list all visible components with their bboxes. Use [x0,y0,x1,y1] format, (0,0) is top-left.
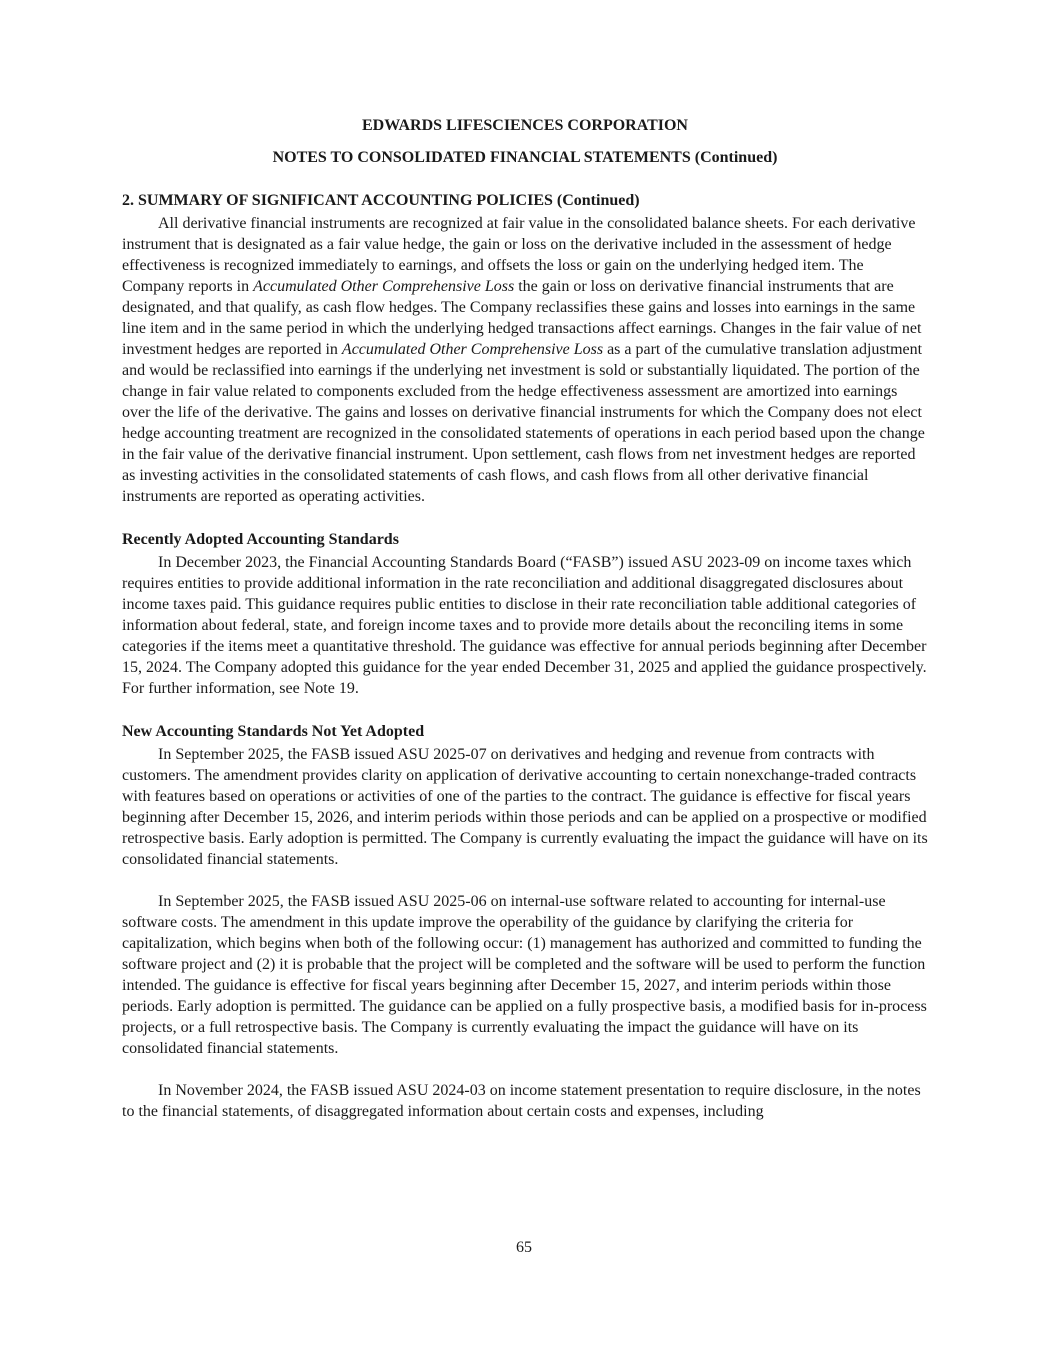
not-yet-adopted-heading: New Accounting Standards Not Yet Adopted [122,723,425,740]
derivatives-italic-aocl-2: Accumulated Other Comprehensive Loss [341,341,604,358]
notes-title: NOTES TO CONSOLIDATED FINANCIAL STATEMENTS (Continued) [272,149,778,166]
derivatives-paragraph [122,213,928,507]
company-name: EDWARDS LIFESCIENCES CORPORATION [362,117,688,134]
recently-adopted-heading: Recently Adopted Accounting Standards [122,531,399,548]
derivatives-text-part1: All derivative financial instruments are recognized at fair value in the consolidated balance sheets. For each derivative instrument that is designated as a fair value hedge, the gain or loss on the derivative included in the assessment of hedge effectiveness is recognized immediately to earnings, and offsets the loss or gain on the underlying hedged item. The Company reports in [122,215,916,295]
derivatives-text-part2: the gain or loss on derivative financial instruments that are designated, and that qualify, as cash flow hedges. The Company reclassifies these gains and losses into earnings in the same line item and in the same period in which the underlying hedged transactions affect earnings. Changes in the fair value of net investment hedges are reported in [122,278,922,358]
asu-2024-03-paragraph: In November 2024, the FASB issued ASU 2024-03 on income statement presentation to require disclosure, in the notes to the financial statements, of disaggregated information about certain costs and expenses, including [122,1082,921,1120]
document-page [122,116,928,1122]
asu-2025-07-paragraph: In September 2025, the FASB issued ASU 2025-07 on derivatives and hedging and revenue from contracts with customers. The amendment provides clarity on application of derivative accounting to certain nonexchange-traded contracts with features based on operations or activities of one of the parties to the contract. The guidance is effective for fiscal years beginning after December 15, 2026, and interim periods within those periods and can be applied on a prospective or modified retrospective basis. Early adoption is permitted. The Company is currently evaluating the impact the guidance will have on its consolidated financial statements. [122,746,928,868]
derivatives-text-part3: as a part of the cumulative translation adjustment and would be reclassified into earnings if the underlying net investment is sold or substantially liquidated. The portion of the change in fair value related to components excluded from the hedge effectiveness assessment are amortized into earnings over the life of the derivative. The gains and losses on derivative financial instruments for which the Company does not elect hedge accounting treatment are recognized in the consolidated statements of operations in each period based upon the change in the fair value of the derivative financial instrument. Upon settlement, cash flows from net investment hedges are reported as investing activities in the consolidated statements of cash flows, and cash flows from all other derivative financial instruments are reported as operating activities. [122,341,925,505]
recently-adopted-paragraph: In December 2023, the Financial Accounting Standards Board (“FASB”) issued ASU 2023-09 on income taxes which requires entities to provide additional information in the rate reconciliation and additional disaggregated disclosures about income taxes paid. This guidance requires public entities to disclose in their rate reconciliation table additional categories of information about federal, state, and foreign income taxes and to provide more details about the reconciling items in some categories if the items meet a quantitative threshold. The guidance was effective for annual periods beginning after December 15, 2024. The Company adopted this guidance for the year ended December 31, 2025 and applied the guidance prospectively. For further information, see Note 19. [122,554,927,697]
page-number: 65 [516,1239,532,1256]
asu-2025-06-paragraph: In September 2025, the FASB issued ASU 2025-06 on internal-use software related to accounting for internal-use software costs. The amendment in this update improve the operability of the guidance by clarifying the criteria for capitalization, which begins when both of the following occur: (1) management has authorized and committed to funding the software project and (2) it is probable that the project will be completed and the software will be used to perform the function intended. The guidance is effective for fiscal years beginning after December 15, 2027, and interim periods within those periods. Early adoption is permitted. The guidance can be applied on a fully prospective basis, a modified basis for in-process projects, or a full retrospective basis. The Company is currently evaluating the impact the guidance will have on its consolidated financial statements. [122,893,927,1057]
derivatives-italic-aocl-1: Accumulated Other Comprehensive Loss [253,278,515,295]
section-heading: 2. SUMMARY OF SIGNIFICANT ACCOUNTING POLICIES (Continued) [122,192,640,209]
